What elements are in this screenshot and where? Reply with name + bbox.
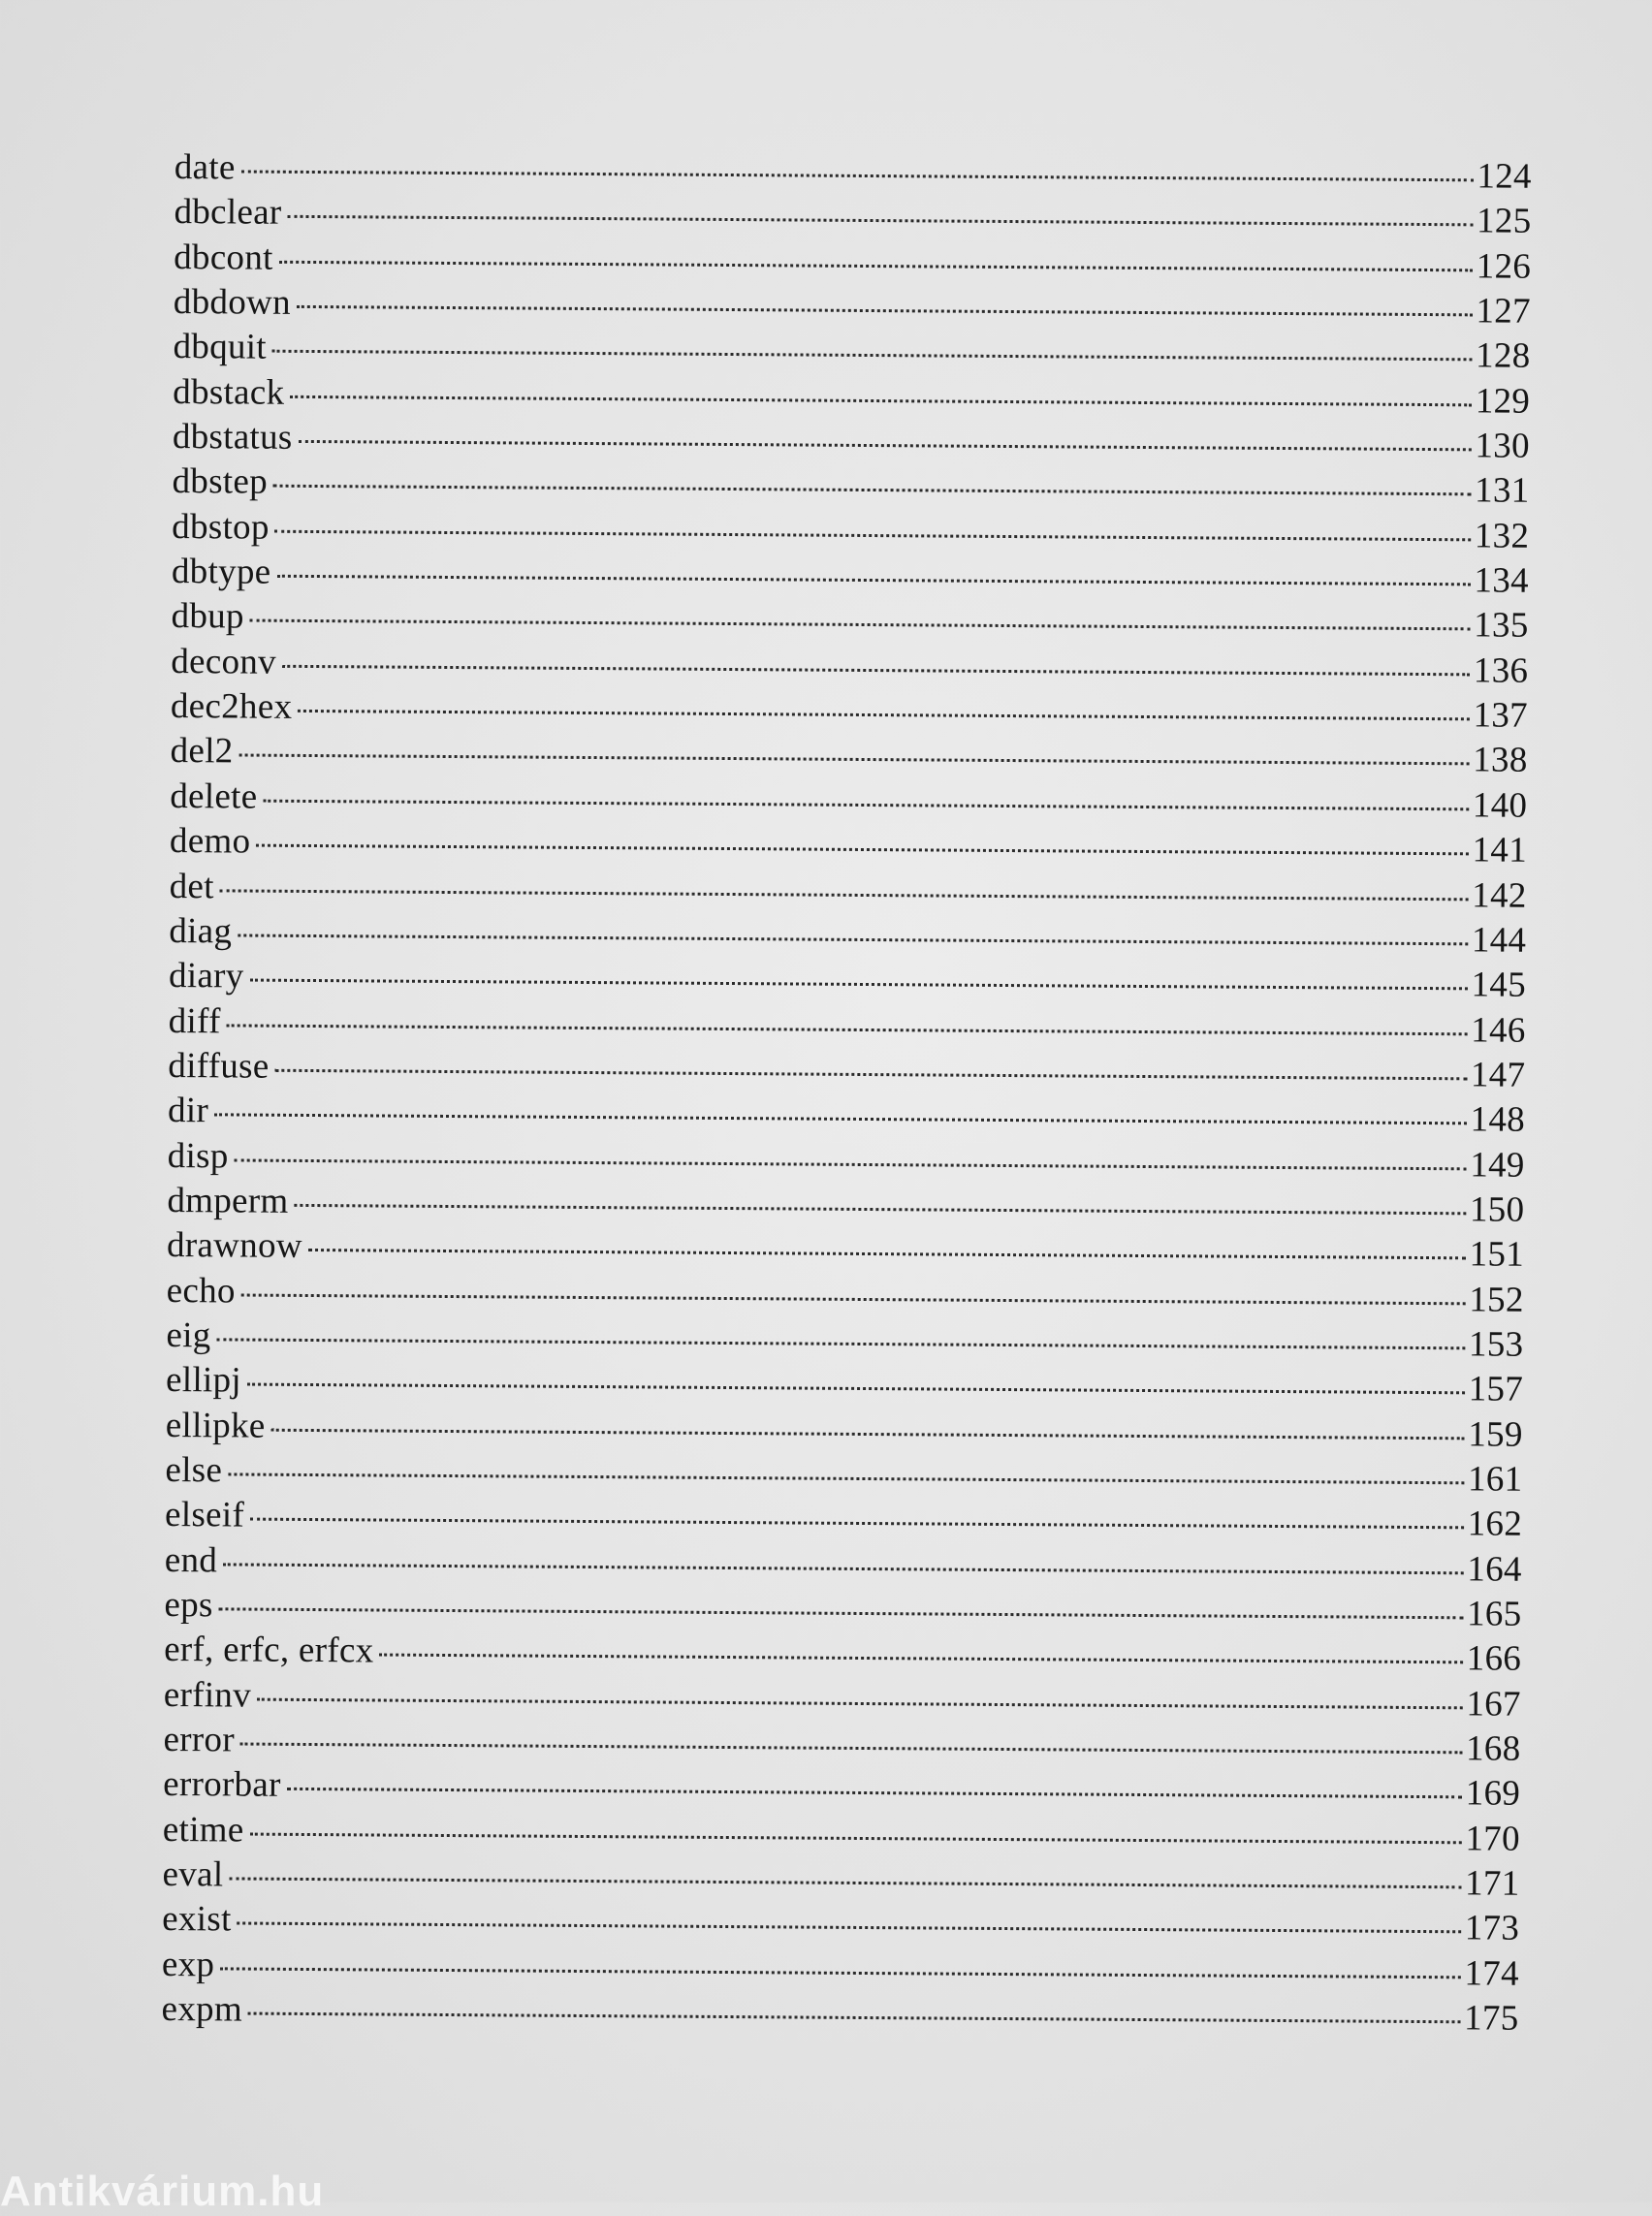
toc-entry-term: diag (169, 910, 233, 952)
watermark: Antikvárium.hu (0, 2168, 325, 2215)
toc-entry-page-number: 165 (1466, 1594, 1522, 1634)
toc-entry-page-number: 142 (1472, 874, 1527, 916)
toc-entry-page-number: 131 (1474, 470, 1530, 512)
toc-entry-page-number: 149 (1470, 1144, 1525, 1186)
dot-leader (298, 710, 1469, 720)
toc-entry-page-number: 151 (1469, 1234, 1525, 1275)
toc-entry-term: disp (167, 1135, 229, 1176)
toc-entry-page-number: 137 (1473, 695, 1529, 736)
toc-entry-term: dbstop (172, 506, 270, 548)
toc-entry-page-number: 169 (1465, 1773, 1521, 1815)
toc-entry-term: exp (161, 1944, 215, 1985)
toc-entry-page-number: 159 (1468, 1413, 1523, 1455)
dot-leader (241, 170, 1474, 181)
toc-entry-term: dbclear (174, 192, 282, 234)
dot-leader (240, 1743, 1462, 1755)
dot-leader (263, 799, 1468, 810)
toc-entry-page-number: 152 (1469, 1279, 1524, 1320)
toc-entry-page-number: 148 (1470, 1099, 1526, 1140)
toc-entry-term: dbdown (173, 282, 292, 323)
toc-entry-page-number: 146 (1471, 1009, 1526, 1051)
toc-entry-page-number: 134 (1474, 560, 1530, 601)
toc-entry-term: dir (167, 1091, 209, 1131)
dot-leader (220, 1967, 1460, 1979)
dot-leader (287, 215, 1473, 227)
dot-leader (217, 1338, 1465, 1349)
dot-leader (276, 575, 1470, 586)
toc-entry-term: dbup (171, 596, 244, 637)
toc-entry-page-number: 168 (1465, 1728, 1521, 1769)
toc-entry-term: errorbar (163, 1764, 281, 1806)
dot-leader (282, 665, 1470, 677)
dot-leader (239, 754, 1470, 766)
toc-entry-term: exist (162, 1899, 232, 1940)
toc-entry-term: dbstatus (172, 417, 293, 458)
dot-leader (279, 260, 1473, 271)
toc-entry (161, 1987, 1518, 2042)
toc-entry-page-number: 132 (1474, 516, 1530, 556)
dot-leader (250, 1832, 1462, 1844)
toc-entry-term: drawnow (166, 1225, 303, 1267)
dot-leader (308, 1249, 1466, 1259)
toc-entry-term: dbquit (173, 327, 268, 368)
dot-leader (220, 889, 1468, 901)
toc-entry-page-number: 153 (1468, 1324, 1524, 1365)
toc-entry-page-number: 170 (1465, 1819, 1520, 1859)
toc-entry-term: delete (170, 776, 258, 817)
toc-entry-page-number: 147 (1470, 1055, 1526, 1095)
dot-leader (250, 619, 1470, 631)
dot-leader (223, 1563, 1463, 1574)
dot-leader (250, 979, 1468, 991)
toc-entry-term: dbstack (173, 371, 285, 413)
dot-leader (238, 1922, 1461, 1934)
dot-leader (229, 1877, 1461, 1888)
toc-entry-page-number: 126 (1476, 246, 1532, 287)
toc-entry-term: diffuse (168, 1045, 270, 1087)
toc-entry-page-number: 175 (1463, 1998, 1519, 2039)
toc-entry-term: dbtype (171, 552, 271, 592)
dot-leader (272, 350, 1472, 362)
dot-leader (379, 1654, 1462, 1664)
toc-entry-term: demo (169, 821, 251, 862)
toc-entry-term: else (165, 1449, 223, 1491)
toc-entry-page-number: 171 (1464, 1863, 1520, 1904)
toc-entry-page-number: 173 (1464, 1908, 1520, 1949)
toc-entry-page-number: 174 (1464, 1953, 1520, 1994)
toc-entry-term: etime (162, 1809, 244, 1851)
dot-leader (250, 1518, 1464, 1530)
toc-entry-term: dec2hex (170, 686, 293, 727)
toc-entry-page-number: 125 (1476, 201, 1532, 242)
toc-entry-term: error (163, 1719, 236, 1760)
toc-entry-page-number: 124 (1477, 156, 1532, 197)
toc-entry-term: expm (161, 1989, 243, 2030)
dot-leader (238, 934, 1468, 945)
toc-entry-term: elseif (164, 1495, 245, 1535)
dot-leader (256, 844, 1468, 856)
toc-entry-term: ellipke (165, 1405, 266, 1446)
toc-entry-page-number: 161 (1467, 1459, 1523, 1500)
dot-leader (290, 396, 1471, 407)
toc-entry-page-number: 162 (1467, 1504, 1523, 1545)
dot-leader (228, 1472, 1464, 1484)
toc-entry-page-number: 136 (1473, 650, 1529, 691)
toc-entry-page-number: 144 (1471, 920, 1527, 961)
toc-entry-page-number: 167 (1466, 1684, 1521, 1725)
toc-entry-page-number: 135 (1474, 605, 1529, 647)
dot-leader (275, 1069, 1467, 1081)
toc-entry-page-number: 129 (1475, 381, 1531, 422)
toc-entry-term: ellipj (165, 1360, 242, 1401)
dot-leader (287, 1788, 1462, 1798)
dot-leader (273, 485, 1471, 496)
toc-entry-term: dbstep (172, 461, 269, 503)
toc-entry-term: dmperm (167, 1180, 289, 1221)
toc-entry-term: deconv (171, 641, 277, 682)
toc-entry-page-number: 130 (1475, 426, 1531, 466)
dot-leader (227, 1024, 1468, 1035)
toc-entry-page-number: 141 (1472, 830, 1528, 871)
toc-entry-page-number: 150 (1469, 1189, 1525, 1230)
dot-leader (257, 1697, 1462, 1709)
toc-entry-term: det (169, 866, 214, 906)
toc-entry-page-number: 128 (1475, 335, 1531, 377)
table-of-contents (161, 145, 1532, 2042)
toc-entry-term: dbcont (174, 237, 273, 278)
toc-entry-term: erf, erfc, erfcx (164, 1630, 374, 1671)
dot-leader (248, 2012, 1460, 2024)
dot-leader (247, 1383, 1465, 1395)
toc-entry-term: del2 (170, 731, 234, 772)
toc-entry-term: date (174, 146, 236, 188)
dot-leader (219, 1607, 1463, 1619)
toc-entry-page-number: 145 (1471, 965, 1527, 1005)
dot-leader (297, 305, 1473, 316)
dot-leader (214, 1114, 1467, 1125)
dot-leader (299, 440, 1472, 451)
toc-entry-page-number: 166 (1466, 1638, 1522, 1680)
dot-leader (271, 1428, 1465, 1440)
toc-entry-page-number: 164 (1467, 1549, 1522, 1590)
toc-entry-term: eps (164, 1584, 213, 1626)
toc-entry-term: eig (166, 1314, 211, 1356)
toc-entry-term: diff (168, 1000, 221, 1041)
toc-entry-page-number: 140 (1472, 785, 1528, 826)
toc-entry-term: erfinv (163, 1674, 252, 1716)
toc-entry-page-number: 157 (1468, 1369, 1524, 1410)
dot-leader (294, 1204, 1465, 1215)
toc-entry-term: end (164, 1539, 218, 1580)
dot-leader (275, 529, 1471, 541)
toc-entry-page-number: 138 (1473, 740, 1528, 781)
toc-entry-page-number: 127 (1476, 291, 1531, 332)
toc-entry-term: eval (162, 1854, 224, 1895)
toc-entry-term: diary (168, 956, 244, 997)
toc-entry-term: echo (166, 1270, 236, 1312)
dot-leader (241, 1293, 1466, 1305)
dot-leader (235, 1158, 1467, 1170)
